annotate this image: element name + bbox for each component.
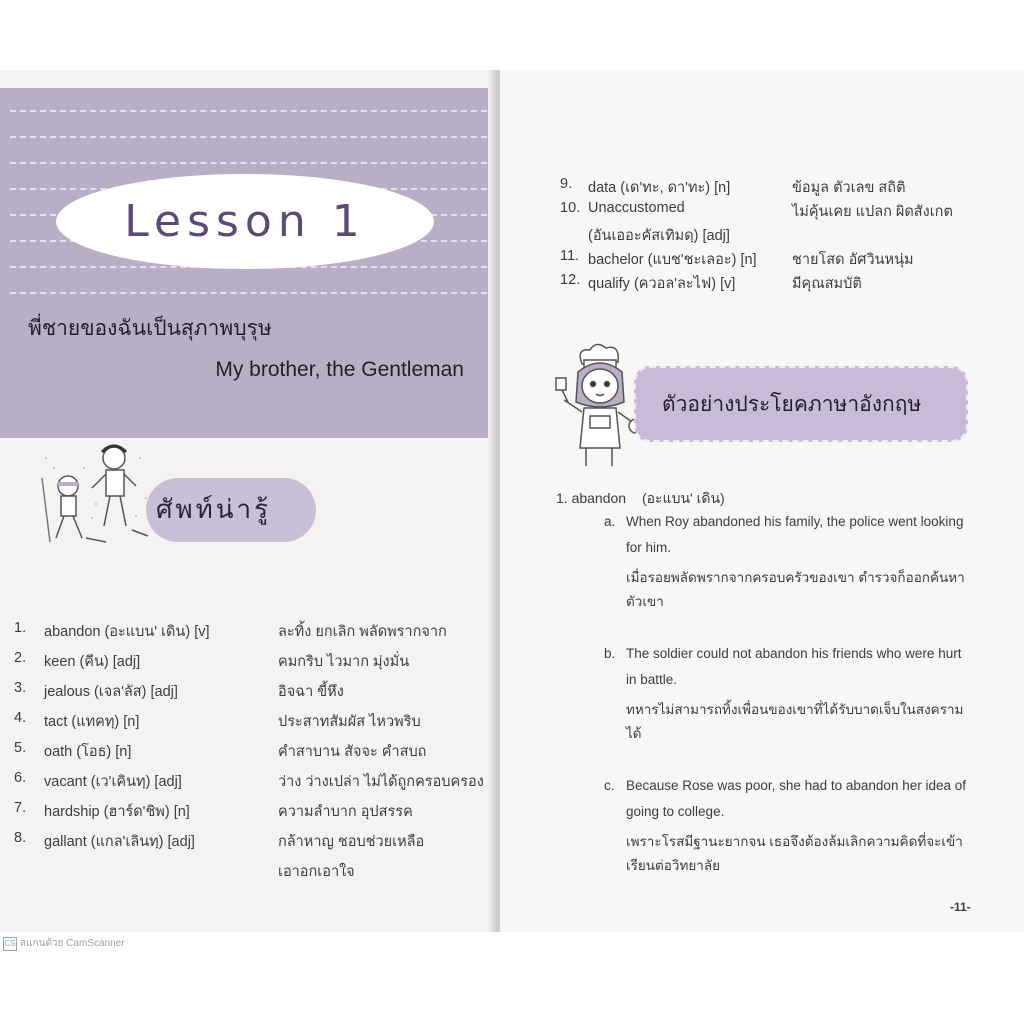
vocab-number: 10. xyxy=(560,200,581,216)
example-english-line: The soldier could not abandon his friends who were hurt xyxy=(626,646,962,661)
vocab-meaning: กล้าหาญ ชอบช่วยเหลือ xyxy=(278,834,425,850)
vocab-meaning: ละทิ้ง ยกเลิก พลัดพรากจาก xyxy=(278,624,447,640)
lesson-banner xyxy=(0,88,497,438)
vocab-number: 2. xyxy=(14,650,27,666)
vocab-word: data (เด'ทะ, ดา'ทะ) [n] xyxy=(588,180,731,196)
open-book xyxy=(0,70,1024,932)
lesson-title: Lesson 1 xyxy=(124,196,366,247)
vocab-meaning: ไม่คุ้นเคย แปลก ผิดสังเกต xyxy=(792,204,953,220)
vocab-word: bachelor (แบช'ชะเลอะ) [n] xyxy=(588,252,757,268)
page-number: -11- xyxy=(950,900,971,914)
vocab-number: 1. xyxy=(14,620,27,636)
vocab-word: jealous (เจล'ลัส) [adj] xyxy=(44,684,178,700)
vocab-number: 7. xyxy=(14,800,27,816)
vocab-number: 11. xyxy=(560,248,580,264)
vocab-meaning: คมกริบ ไวมาก มุ่งมั่น xyxy=(278,654,410,670)
dashed-line xyxy=(10,136,487,138)
example-word: 1. abandon xyxy=(556,490,627,506)
example-thai-line: ได้ xyxy=(626,726,642,741)
running-kids-illustration xyxy=(36,438,156,548)
example-english-line: going to college. xyxy=(626,804,725,819)
vocab-meaning: ว่าง ว่างเปล่า ไม่ได้ถูกครอบครอง xyxy=(278,774,484,790)
vocab-word: keen (คีน) [adj] xyxy=(44,654,141,670)
vocab-word: gallant (แกล'เลินทฺ) [adj] xyxy=(44,834,195,850)
example-english-line: When Roy abandoned his family, the police went looking xyxy=(626,514,964,529)
example-pronunciation: (อะแบน' เดิน) xyxy=(641,490,725,506)
example-english-line: for him. xyxy=(626,540,672,555)
vocab-word: vacant (เว'เคินทฺ) [adj] xyxy=(44,774,182,790)
vocab-meaning-continuation: เอาอกเอาใจ xyxy=(278,864,355,880)
watermark-text: สแกนด้วย CamScanner xyxy=(20,938,125,949)
example-letter: b. xyxy=(604,646,616,661)
example-thai-line: เมื่อรอยพลัดพรากจากครอบครัวของเขา ตำรวจก็ออกค้นหา xyxy=(626,570,965,585)
example-letter: c. xyxy=(604,778,615,793)
dashed-line xyxy=(10,110,487,112)
dashed-line xyxy=(10,292,487,294)
vocab-meaning: มีคุณสมบัติ xyxy=(792,276,862,292)
vocab-word: abandon (อะแบน' เดิน) [v] xyxy=(44,624,210,640)
vocab-meaning: ข้อมูล ตัวเลข สถิติ xyxy=(792,180,906,196)
vocab-number: 6. xyxy=(14,770,27,786)
left-page xyxy=(0,70,497,932)
scanner-watermark xyxy=(3,936,125,951)
example-letter: a. xyxy=(604,514,616,529)
vocab-meaning: ประสาทสัมผัส ไหวพริบ xyxy=(278,714,421,730)
example-heading-box xyxy=(634,366,968,442)
vocab-number: 9. xyxy=(560,176,573,192)
vocab-number: 12. xyxy=(560,272,581,288)
vocab-number: 4. xyxy=(14,710,27,726)
example-heading: ตัวอย่างประโยคภาษาอังกฤษ xyxy=(662,392,922,416)
chef-girl-illustration xyxy=(554,342,644,472)
dashed-line xyxy=(10,162,487,164)
vocab-word: qualify (ควอล'ละไฟ) [v] xyxy=(588,276,736,292)
vocab-number: 5. xyxy=(14,740,27,756)
vocab-heading: ศัพท์น่ารู้ xyxy=(156,495,272,525)
example-thai-line: เพราะโรสมีฐานะยากจน เธอจึงต้องล้มเลิกความคิดที่จะเข้า xyxy=(626,834,963,849)
vocab-word: oath (โอธ) [n] xyxy=(44,744,132,760)
example-english-line: Because Rose was poor, she had to abandon her idea of xyxy=(626,778,966,793)
camscanner-logo-icon: CS xyxy=(3,937,17,951)
example-thai-line: ตัวเขา xyxy=(626,594,664,609)
right-page xyxy=(500,70,1024,932)
example-thai-line: เรียนต่อวิทยาลัย xyxy=(626,858,721,873)
thai-title: พี่ชายของฉันเป็นสุภาพบุรุษ xyxy=(28,316,272,340)
example-thai-line: ทหารไม่สามารถทิ้งเพื่อนของเขาที่ได้รับบาดเจ็บในสงคราม xyxy=(626,702,964,717)
vocab-word: Unaccustomed xyxy=(588,200,685,216)
vocab-meaning: ความลำบาก อุปสรรค xyxy=(278,804,413,820)
vocab-meaning: ชายโสด อัศวินหนุ่ม xyxy=(792,252,914,268)
vocab-meaning: คำสาบาน สัจจะ คำสบถ xyxy=(278,744,427,760)
vocab-word: tact (แทคทฺ) [n] xyxy=(44,714,140,730)
example-word-row xyxy=(556,488,725,510)
vocab-word: hardship (ฮาร์ด'ชิพ) [n] xyxy=(44,804,190,820)
example-english-line: in battle. xyxy=(626,672,678,687)
english-title: My brother, the Gentleman xyxy=(215,358,464,381)
vocab-word: (อันเออะคัสเทิมดฺ) [adj] xyxy=(588,228,730,244)
vocab-number: 8. xyxy=(14,830,27,846)
vocab-heading-badge xyxy=(146,478,316,542)
vocab-number: 3. xyxy=(14,680,27,696)
vocab-meaning: อิจฉา ขี้หึง xyxy=(278,684,344,700)
